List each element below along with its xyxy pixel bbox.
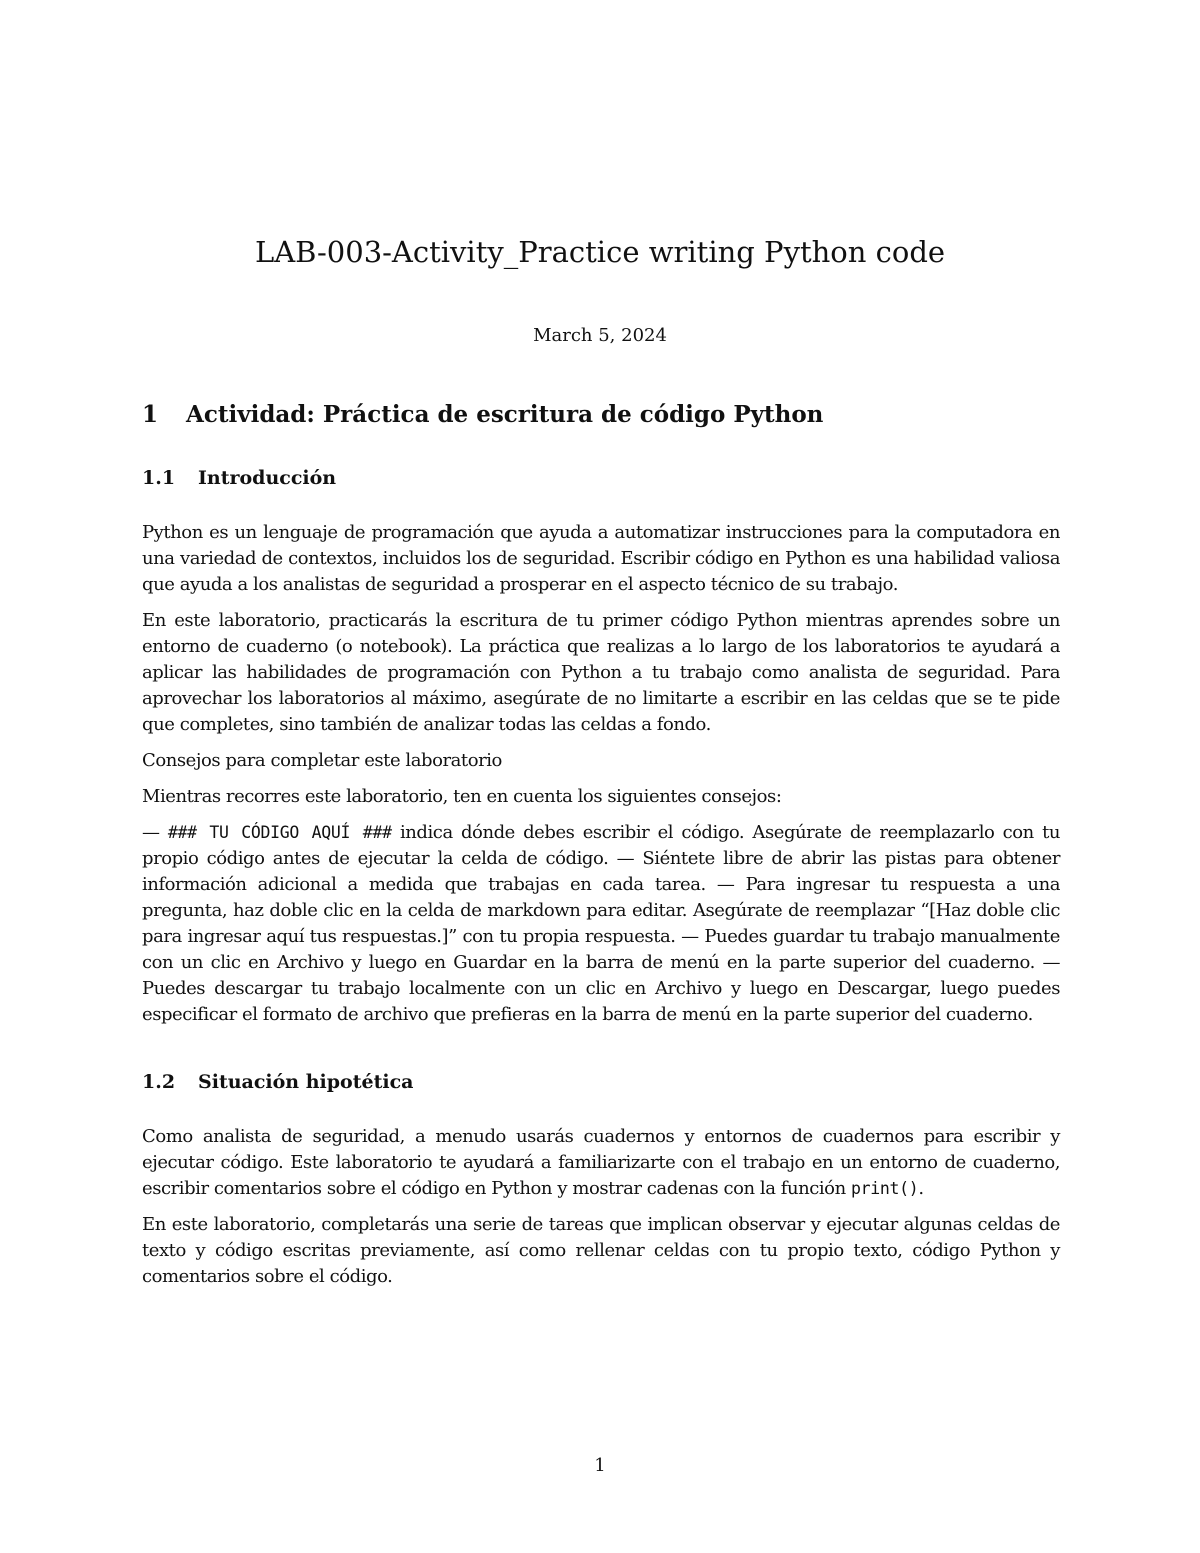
scenario-period: .: [918, 1178, 924, 1199]
section-number: 1: [142, 401, 159, 428]
tips-text: indica dónde debes escribir el código. Asegúrate de reemplazarlo con tu propio código antes de ejecutar la celda de código. — Siéntete libre de abrir las pistas para obtener información adicional a medida que trabajas en cada tarea. — Para ingresar tu respuesta a una pregunta, haz doble clic en la celda de markdown para editar. Asegúrate de reemplazar “[Haz doble clic para ingresar aquí tus respuestas.]” con tu propia respuesta. — Puedes guardar tu trabajo manualmente con un clic en Archivo y luego en Guardar en la barra de menú en la parte superior del cuaderno. — Puedes descargar tu trabajo localmente con un clic en Archivo y luego en Descargar, luego puedes especificar el formato de archivo que prefieras en la barra de menú en la parte superior del cuaderno.: [142, 822, 1060, 1025]
document-body: [142, 398, 1060, 1300]
subsection-number: 1.2: [142, 1071, 176, 1093]
document-title: LAB-003-Activity_Practice writing Python code: [254, 235, 946, 269]
subsection-heading-situacion: [142, 1068, 1060, 1096]
scenario-paragraph-1: [142, 1124, 1060, 1202]
document-date: March 5, 2024: [533, 325, 667, 346]
subsection-title: Introducción: [198, 467, 337, 489]
intro-paragraph-1: Python es un lenguaje de programación que ayuda a automatizar instrucciones para la computadora en una variedad de contextos, incluidos los de seguridad. Escribir código en Python es una habilidad valiosa que ayuda a los analistas de seguridad a prosperar en el aspecto técnico de su trabajo.: [142, 522, 1060, 595]
print-function-code: print(): [850, 1179, 919, 1198]
section-heading-actividad: [142, 398, 1060, 432]
subsection-title: Situación hipotética: [198, 1071, 414, 1093]
tips-paragraph: [142, 820, 1060, 1028]
scenario-paragraph-2: En este laboratorio, completarás una serie de tareas que implican observar y ejecutar algunas celdas de texto y código escritas previamente, así como rellenar celdas con tu propio texto, código Python y comentarios sobre el código.: [142, 1214, 1060, 1287]
code-placeholder-text: ### TU CÓDIGO AQUÍ ###: [167, 823, 392, 842]
page-number: 1: [594, 1455, 606, 1476]
subsection-heading-introduccion: [142, 464, 1060, 492]
scenario-text: Como analista de seguridad, a menudo usarás cuadernos y entornos de cuadernos para escribir y ejecutar código. Este laboratorio te ayudará a familiarizarte con el trabajo en un entorno de cuaderno, escribir comentarios sobre el código en Python y mostrar cadenas con la función: [142, 1126, 1060, 1199]
tips-dash: —: [142, 822, 168, 843]
subsection-number: 1.1: [142, 467, 176, 489]
intro-paragraph-2: En este laboratorio, practicarás la escritura de tu primer código Python mientras aprendes sobre un entorno de cuaderno (o notebook). La práctica que realizas a lo largo de los laboratorios te ayudará a aplicar las habilidades de programación con Python a tu trabajo como analista de seguridad. Para aprovechar los laboratorios al máximo, asegúrate de no limitarte a escribir en las celdas que se te pide que completes, sino también de analizar todas las celdas a fondo.: [142, 610, 1060, 735]
section-title: Actividad: Práctica de escritura de código Python: [186, 401, 824, 428]
tips-heading: Consejos para completar este laboratorio: [142, 750, 502, 771]
tips-intro: Mientras recorres este laboratorio, ten en cuenta los siguientes consejos:: [142, 786, 782, 807]
